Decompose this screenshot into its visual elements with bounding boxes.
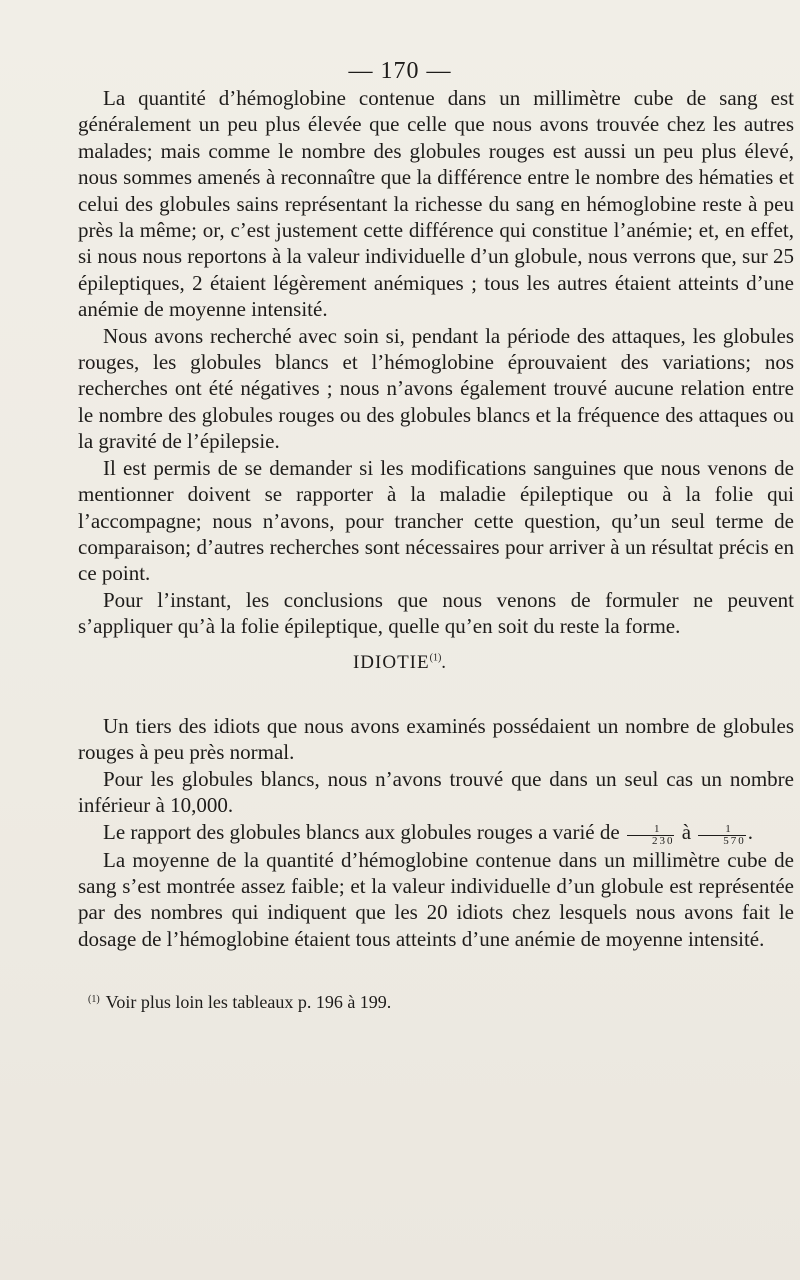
fraction-high [698,824,746,847]
section-heading [0,652,800,674]
fraction-denominator: 570 [723,834,746,847]
fraction-denominator: 230 [651,834,675,847]
page-number: — 170 — [348,58,452,84]
paragraph: La moyenne de la quantité d’hémoglobine contenue dans un millimètre cube de sang s’est montrée assez faible; et la valeur individuelle d’un globule est représentée par des nombres qui indiquent que les 20 idiots chez lesquels nous avons fait le dosage de l’hémoglobine étaient tous atteints d’une anémie de moyenne intensité. [78,847,794,951]
footnote-marker: (1) [88,994,100,1005]
footnote-reference: (1) [429,652,442,664]
fraction-numerator: 1 [698,824,746,836]
paragraph: Nous avons recherché avec soin si, pendant la période des attaques, les globules rouges, les globules blancs et l’hémoglobine éprouvaient des variations; nos recherches ont été négatives ; nous n’avons également trouvé aucune relation entre le nombre des globules rouges ou des globules blancs et la fréquence des attaques ou la gravité de l’épilepsie. [78,323,794,454]
body-text-top [78,85,794,640]
footnote-text: Voir plus loin les tableaux p. 196 à 199. [105,992,392,1012]
paragraph-ratio [78,819,794,847]
paragraph: Pour l’instant, les conclusions que nous venons de formuler ne peuvent s’appliquer qu’à la folie épileptique, quelle qu’en soit du reste la forme. [78,587,794,639]
ratio-text-before: Le rapport des globules blancs aux globules rouges a varié de [103,819,620,844]
fraction-low [627,824,675,847]
ratio-text-after: . [747,819,754,844]
footnote [88,988,788,1014]
paragraph: La quantité d’hémoglobine contenue dans un millimètre cube de sang est généralement un peu plus élevée que celle que nous avons trouvée chez les autres malades; mais comme le nombre des globules rouges est aussi un peu plus élevé, nous sommes amenés à reconnaître que la différence entre le nombre des hématies et celui des globules sains représentant la richesse du sang en hémoglobine reste à peu près la même; or, c’est justement cette différence qui constitue l’anémie; et, en effet, si nous nous reportons à la valeur individuelle d’un globule, nous verrons que, sur 25 épileptiques, 2 étaient légèrement anémiques ; tous les autres étaient atteints d’une anémie de moyenne intensité. [78,86,794,322]
paragraph: Un tiers des idiots que nous avons examinés possédaient un nombre de globules rouges à peu près normal. [78,714,794,765]
heading-title: IDIOTIE [352,652,430,673]
heading-period: . [441,652,448,673]
body-text-bottom [78,713,794,952]
paragraph: Pour les globules blancs, nous n’avons trouvé que dans un seul cas un nombre inférieur à 10,000. [78,766,794,818]
ratio-text-middle: à [681,819,692,844]
fraction-numerator: 1 [627,824,675,836]
paragraph: Il est permis de se demander si les modifications sanguines que nous venons de mentionner doivent se rapporter à la maladie épileptique ou à la folie qui l’accompagne; nous n’avons, pour trancher cette question, qu’un seul terme de comparaison; d’autres recherches sont nécessaires pour arriver à un résultat précis en ce point. [78,455,794,586]
